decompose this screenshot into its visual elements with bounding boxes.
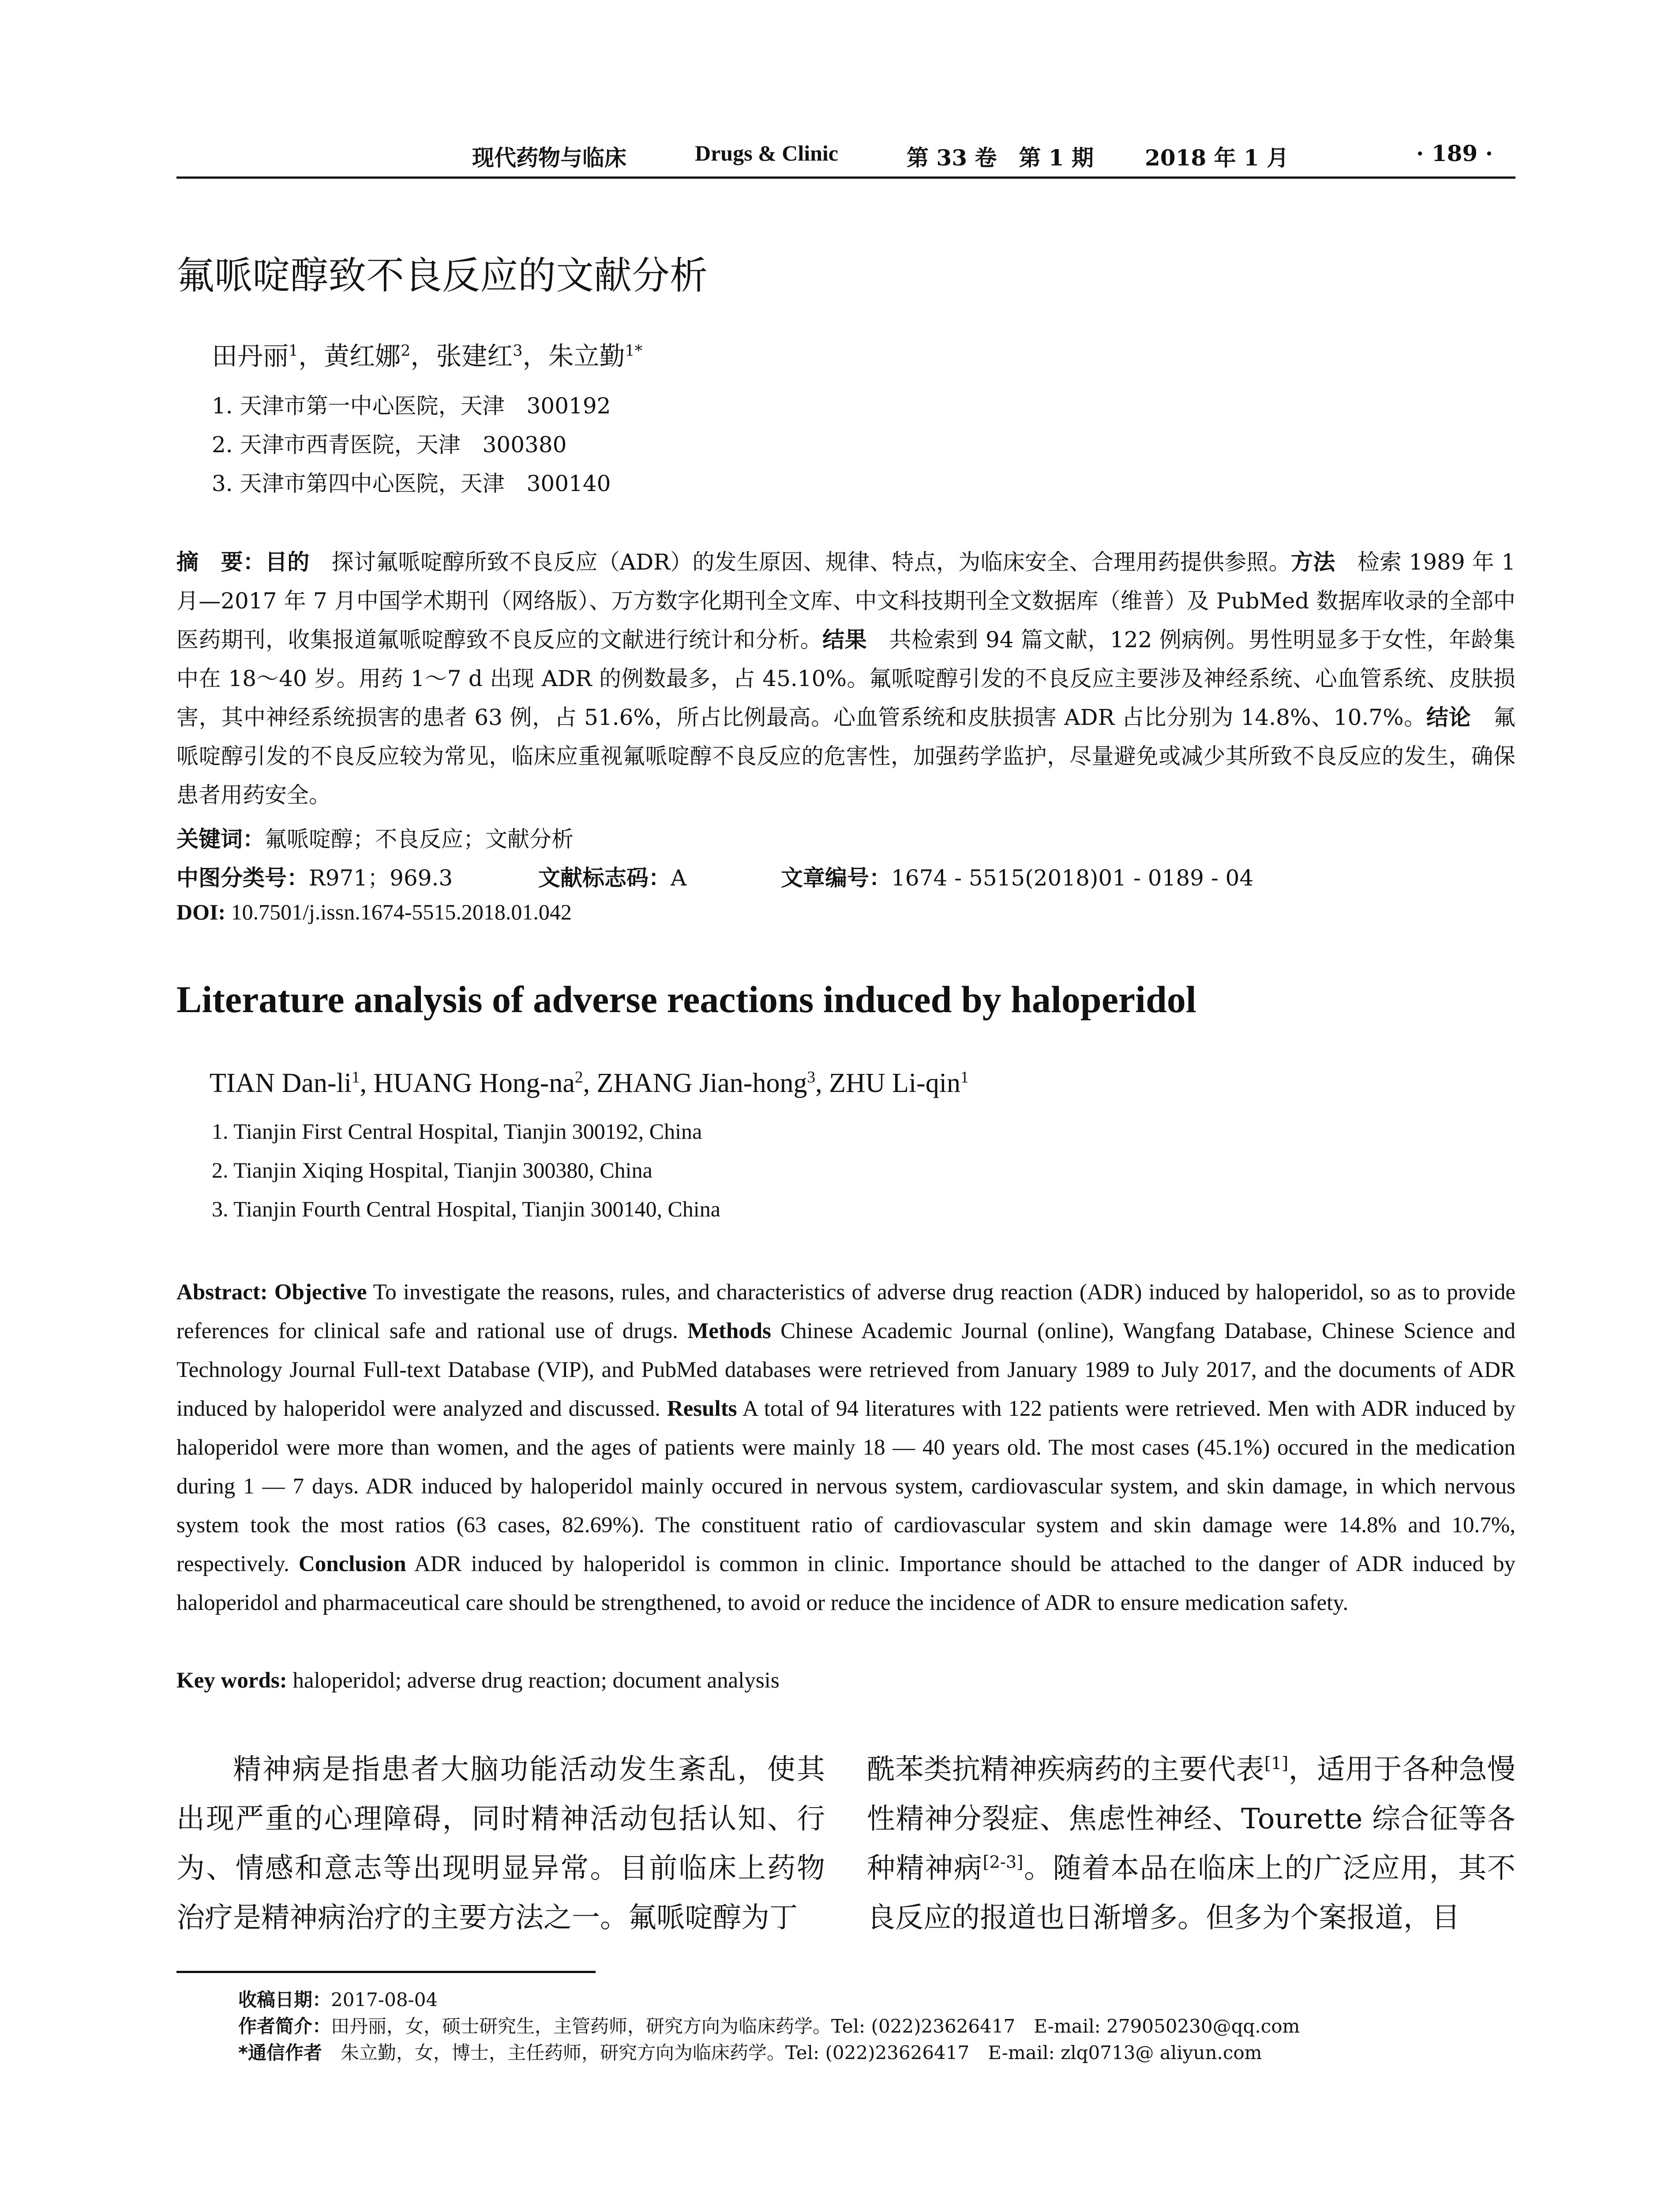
- authors-cn: [212, 335, 642, 372]
- clc-code: [176, 860, 453, 892]
- objective-text: To investigate the reasons, rules, and characteristics of adverse drug reaction (ADR) induced by haloperidol, so as to provide references for clinical safe and rational use of drugs.: [176, 1280, 1515, 1343]
- author-name: 张建红: [436, 341, 513, 371]
- author-name: 朱立勤: [548, 341, 625, 371]
- footnote-corresponding: [238, 2038, 1262, 2065]
- abstract-en: [176, 1273, 1515, 1622]
- author-name: , HUANG Hong-na: [360, 1068, 575, 1098]
- abstract-cn: [176, 543, 1515, 814]
- affiliation-en-2: 2. Tianjin Xiqing Hospital, Tianjin 300380, China: [212, 1158, 652, 1182]
- corresponding-label: *通信作者: [238, 2042, 322, 2063]
- volume-issue: 第 33 卷 第 1 期: [907, 145, 1094, 171]
- objective-label: 目的: [265, 549, 310, 575]
- separator: ，: [410, 341, 436, 371]
- author-name: , ZHU Li-qin: [815, 1068, 960, 1098]
- classification-line: [176, 860, 1515, 891]
- body-column-right: [867, 1745, 1515, 1943]
- conclusion-label: Conclusion: [298, 1552, 406, 1576]
- document-code-value: A: [671, 865, 687, 891]
- issue-date: 2018 年 1 月: [1145, 145, 1289, 171]
- body-text: 酰苯类抗精神疾病药的主要代表: [867, 1753, 1264, 1786]
- author-bio-label: 作者简介：: [238, 2015, 331, 2037]
- author-name: TIAN Dan-li: [210, 1068, 352, 1098]
- methods-label: 方法: [1291, 549, 1335, 575]
- authors-en: [210, 1068, 969, 1099]
- citation-ref: [2-3]: [982, 1852, 1024, 1872]
- affiliation-mark: 3: [513, 342, 523, 360]
- footnote-received: [238, 1985, 438, 2012]
- doi-label: DOI:: [176, 900, 226, 924]
- document-code: [538, 860, 686, 892]
- affiliation-cn-3: 3. 天津市第四中心医院，天津 300140: [212, 471, 611, 496]
- affiliation-cn-1: 1. 天津市第一中心医院，天津 300192: [212, 393, 611, 419]
- results-text: A total of 94 literatures with 122 patients were retrieved. Men with ADR induced by haloperidol were more than women, and the ages of patients were mainly 18 — 40 years old. The most cases (45.1%) occured in the medication during 1 — 7 days. ADR induced by haloperidol mainly occured in nervous system, cardiovascular system, and skin damage, in which nervous system took the most ratios (63 cases, 82.69%). The constituent ratio of cardiovascular system and skin damage were 14.8% and 10.7%, respectively.: [176, 1396, 1515, 1576]
- objective-text: 探讨氟哌啶醇所致不良反应（ADR）的发生原因、规律、特点，为临床安全、合理用药提供参照。: [309, 549, 1291, 575]
- header-rule: [176, 176, 1515, 179]
- conclusion-text: ADR induced by haloperidol is common in clinic. Importance should be attached to the danger of ADR induced by haloperidol and pharmaceutical care should be strengthened, to avoid or reduce the incidence of ADR to ensure medication safety.: [176, 1552, 1515, 1615]
- affiliation-mark: 1*: [625, 342, 643, 360]
- affiliation-cn-2: 2. 天津市西青医院，天津 300380: [212, 432, 567, 458]
- keywords-text: 氟哌啶醇；不良反应；文献分析: [265, 826, 574, 852]
- running-header: [176, 140, 1515, 176]
- received-label: 收稿日期：: [238, 1989, 331, 2011]
- title-cn: 氟哌啶醇致不良反应的文献分析: [176, 254, 708, 298]
- doi: [176, 899, 572, 925]
- affiliation-mark: 3: [807, 1068, 816, 1087]
- abstract-objective-label: Abstract: Objective: [176, 1280, 367, 1305]
- clc-label: 中图分类号：: [176, 865, 309, 891]
- title-en: Literature analysis of adverse reactions induced by haloperidol: [176, 978, 1196, 1020]
- abstract-label: 摘 要：: [176, 549, 265, 575]
- keywords-cn: [176, 822, 574, 853]
- body-text: ，适用于各种急慢性精神分裂症、焦虑性神经、Tourette 综合征等各种精神病: [867, 1753, 1516, 1885]
- results-label: Results: [667, 1396, 737, 1421]
- affiliation-en-3: 3. Tianjin Fourth Central Hospital, Tianjin 300140, China: [212, 1197, 720, 1221]
- keywords-label: 关键词：: [176, 826, 265, 852]
- methods-text: 检索 1989 年 1 月—2017 年 7 月中国学术期刊（网络版）、万方数字化期刊全文库、中文科技期刊全文数据库（维普）及 PubMed 数据库收录的全部中医药期刊，收集报道氟哌啶醇致不良反应的文献进行统计和分析。: [176, 549, 1516, 653]
- author-name: , ZHANG Jian-hong: [583, 1068, 807, 1098]
- affiliation-en-1: 1. Tianjin First Central Hospital, Tianjin 300192, China: [212, 1119, 702, 1144]
- footnote-rule: [176, 1971, 596, 1973]
- affiliation-mark: 1: [960, 1068, 969, 1087]
- results-label: 结果: [822, 627, 867, 653]
- body-text: 。随着本品在临床上的广泛应用，其不良反应的报道也日渐增多。但多为个案报道，目: [867, 1852, 1516, 1934]
- article-number-label: 文章编号：: [781, 865, 891, 891]
- conclusion-text: 氟哌啶醇引发的不良反应较为常见，临床应重视氟哌啶醇不良反应的危害性，加强药学监护，尽量避免或减少其所致不良反应的发生，确保患者用药安全。: [176, 705, 1516, 808]
- affiliation-mark: 1: [351, 1068, 360, 1087]
- author-name: 田丹丽: [212, 341, 289, 371]
- article-number-value: 1674 - 5515(2018)01 - 0189 - 04: [891, 865, 1254, 891]
- methods-label: Methods: [687, 1319, 771, 1343]
- keywords-label: Key words:: [176, 1668, 287, 1693]
- affiliation-mark: 2: [401, 342, 411, 360]
- received-date: 2017-08-04: [331, 1989, 438, 2011]
- affiliation-mark: 1: [289, 342, 299, 360]
- citation-ref: [1]: [1264, 1753, 1289, 1774]
- results-text: 共检索到 94 篇文献，122 例病例。男性明显多于女性，年龄集中在 18～40 岁。用药 1～7 d 出现 ADR 的例数最多，占 45.10%。氟哌啶醇引发的不良反应主要涉及神经系统、心血管系统、皮肤损害，其中神经系统损害的患者 63 例，占 51.6%，所占比例最高。心血管系统和皮肤损害 ADR 占比分别为 14.8%、10.7%。: [176, 627, 1515, 730]
- journal-name-en: Drugs & Clinic: [695, 141, 838, 165]
- keywords-text: haloperidol; adverse drug reaction; document analysis: [287, 1668, 780, 1693]
- body-column-left: 精神病是指患者大脑功能活动发生紊乱，使其出现严重的心理障碍，同时精神活动包括认知、行为、情感和意志等出现明显异常。目前临床上药物治疗是精神病治疗的主要方法之一。氟哌啶醇为丁: [176, 1753, 825, 1934]
- document-code-label: 文献标志码：: [538, 865, 671, 891]
- journal-name-cn: 现代药物与临床: [472, 145, 626, 171]
- methods-text: Chinese Academic Journal (online), Wangfang Database, Chinese Science and Technology Journal Full-text Database (VIP), and PubMed databases were retrieved from January 1989 to July 2017, and the documents of ADR induced by haloperidol were analyzed and discussed.: [176, 1319, 1515, 1421]
- separator: ，: [522, 341, 548, 371]
- corresponding-info: 朱立勤，女，博士，主任药师，研究方向为临床药学。Tel: (022)23626417 E-mail: zlq0713@ aliyun.com: [322, 2042, 1262, 2063]
- clc-value: R971；969.3: [309, 865, 453, 891]
- footnote-author: [238, 2012, 1300, 2038]
- doi-value: 10.7501/j.issn.1674-5515.2018.01.042: [225, 900, 572, 924]
- author-bio: 田丹丽，女，硕士研究生，主管药师，研究方向为临床药学。Tel: (022)23626417 E-mail: 279050230@qq.com: [331, 2015, 1300, 2037]
- page-number: · 189 ·: [1416, 140, 1493, 166]
- keywords-en: [176, 1668, 780, 1693]
- separator: ，: [298, 341, 324, 371]
- author-name: 黄红娜: [324, 341, 401, 371]
- conclusion-label: 结论: [1426, 705, 1471, 730]
- affiliation-mark: 2: [574, 1068, 583, 1087]
- article-number: [781, 860, 1253, 892]
